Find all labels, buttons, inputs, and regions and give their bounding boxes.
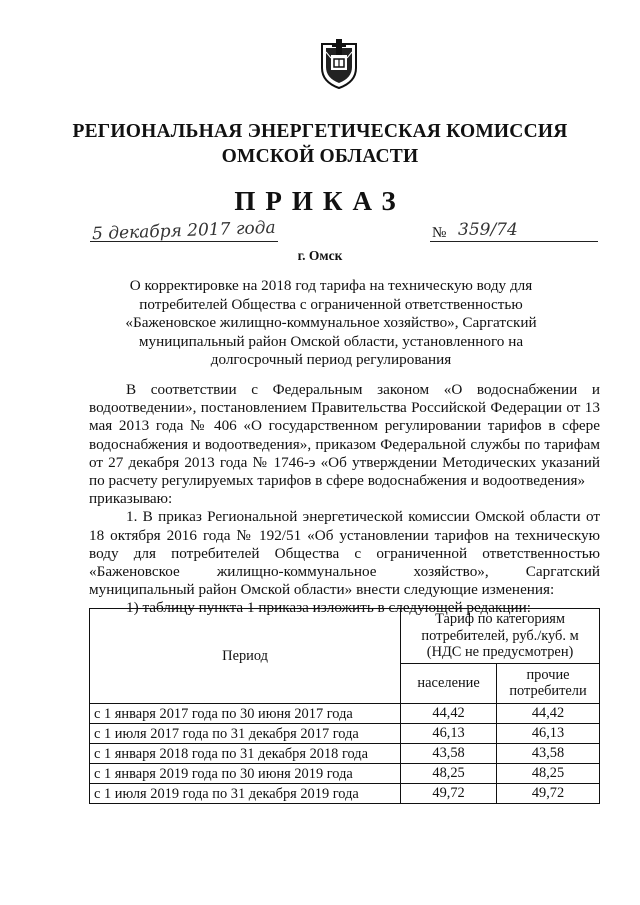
order-subject xyxy=(110,277,552,370)
table-row xyxy=(90,784,600,804)
population-tariff-cell: 46,13 xyxy=(401,724,497,744)
number-label: № xyxy=(432,225,447,241)
subitem-1-paragraph: 1) таблицу пункта 1 приказа изложить в следующей редакции: xyxy=(126,599,531,617)
header-tariff: Тариф по категориям потребителей, руб./куб. м (НДС не предусмотрен) xyxy=(401,609,600,664)
coat-of-arms-icon xyxy=(318,38,360,90)
period-cell: с 1 июля 2019 года по 31 декабря 2019 года xyxy=(90,784,401,804)
header-other-consumers: прочие потребители xyxy=(497,663,600,703)
other-tariff-cell: 49,72 xyxy=(497,784,600,804)
preamble-paragraph: В соответствии с Федеральным законом «О водоснабжении и водоотведении», постановлением Правительства Российской Федерации от 13 мая 2013 года № 406 «О государственном регулировании тарифов в сфере водоснабжения и водоотведения», приказом Федеральной службы по тарифам от 27 декабря 2013 года № 1746-э «Об утверждении Методических указаний по расчету регулируемых тарифов в сфере водоснабжения и водоотведения» xyxy=(89,381,600,490)
organization-name-line1: РЕГИОНАЛЬНАЯ ЭНЕРГЕТИЧЕСКАЯ КОМИССИЯ xyxy=(72,121,568,142)
number-underline xyxy=(430,241,598,242)
other-tariff-cell: 44,42 xyxy=(497,704,600,724)
organization-name-line2: ОМСКОЙ ОБЛАСТИ xyxy=(221,146,419,167)
table-row xyxy=(90,764,600,784)
other-tariff-cell: 43,58 xyxy=(497,744,600,764)
subject-line: «Баженовское жилищно-коммунальное хозяйство», Саргатский xyxy=(125,314,537,332)
period-cell: с 1 января 2019 года по 30 июня 2019 года xyxy=(90,764,401,784)
other-tariff-cell: 48,25 xyxy=(497,764,600,784)
period-cell: с 1 января 2017 года по 30 июня 2017 года xyxy=(90,704,401,724)
order-word: приказываю: xyxy=(89,490,173,508)
table-row xyxy=(90,744,600,764)
table-row xyxy=(90,704,600,724)
subject-line: потребителей Общества с ограниченной ответственностью xyxy=(139,295,523,313)
population-tariff-cell: 43,58 xyxy=(401,744,497,764)
population-tariff-cell: 49,72 xyxy=(401,784,497,804)
order-body xyxy=(89,381,600,618)
tariff-table xyxy=(89,608,600,804)
handwritten-number: 359/74 xyxy=(458,220,518,240)
handwritten-date: 5 декабря 2017 года xyxy=(91,217,276,245)
subject-line: муниципальный район Омской области, установленного на xyxy=(138,332,524,350)
population-tariff-cell: 44,42 xyxy=(401,704,497,724)
subject-line: О корректировке на 2018 год тарифа на техническую воду для xyxy=(129,277,533,294)
period-cell: с 1 июля 2017 года по 31 декабря 2017 года xyxy=(90,724,401,744)
header-period: Период xyxy=(90,609,401,704)
other-tariff-cell: 46,13 xyxy=(497,724,600,744)
population-tariff-cell: 48,25 xyxy=(401,764,497,784)
header-population: население xyxy=(401,663,497,703)
table-row xyxy=(90,724,600,744)
subject-line: долгосрочный период регулирования xyxy=(210,351,452,369)
period-cell: с 1 января 2018 года по 31 декабря 2018 года xyxy=(90,744,401,764)
item-1-paragraph: 1. В приказ Региональной энергетической комиссии Омской области от 18 октября 2016 года № 192/51 «Об установлении тарифов на техническую воду для потребителей Общества с ограниченной ответственностью «Баженовское жилищно-коммунальное хозяйство», Саргатский муниципальный район Омской области» внести следующие изменения: xyxy=(89,508,600,599)
document-type-title: ПРИКАЗ xyxy=(234,186,406,216)
city-label: г. Омск xyxy=(297,248,343,263)
date-underline xyxy=(90,241,278,242)
